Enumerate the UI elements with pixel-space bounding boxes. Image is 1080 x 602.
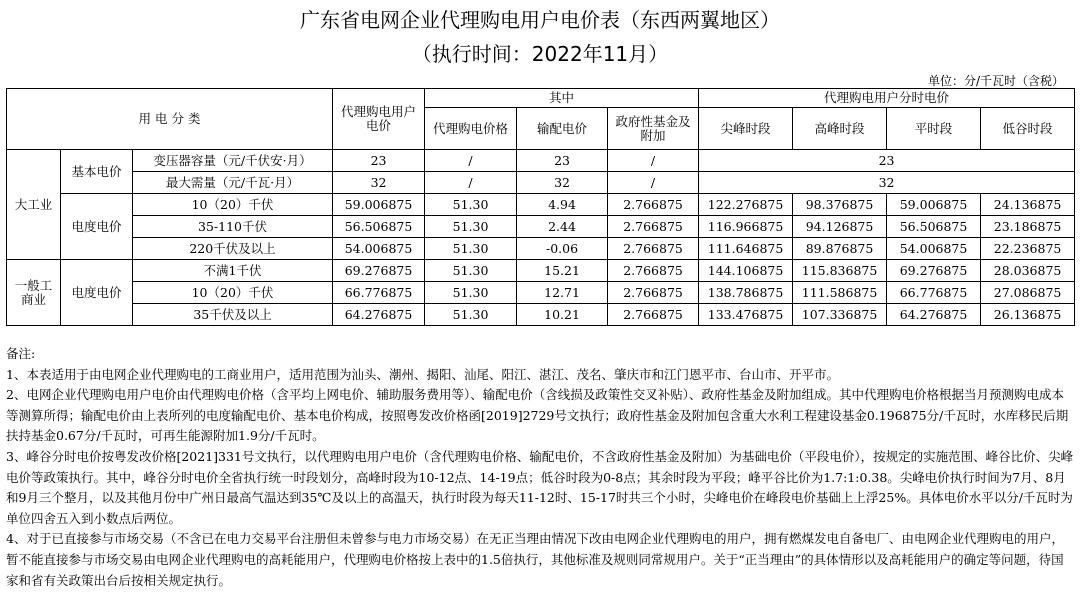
price-table (6, 88, 1075, 326)
cell-transmission-price: 2.44 (517, 216, 608, 238)
cell-agency-price: 59.006875 (333, 194, 425, 216)
cell-transmission-price: 15.21 (517, 260, 608, 282)
cell-flat: 56.506875 (887, 216, 981, 238)
cell-valley: 22.236875 (981, 238, 1075, 260)
header-tou-group: 代理购电用户分时电价 (699, 89, 1075, 108)
row-label: 10（20）千伏 (133, 194, 333, 216)
cell-valley: 28.036875 (981, 260, 1075, 282)
subgroup-basic-price: 基本电价 (61, 150, 133, 194)
cell-transmission-price: 4.94 (517, 194, 608, 216)
cell-flat: 59.006875 (887, 194, 981, 216)
note-item: 1、本表适用于由电网企业代理购电的工商业用户，适用范围为汕头、潮州、揭阳、汕尾、阳江、湛江、茂名、肇庆市和江门恩平市、台山市、开平市。 (6, 366, 839, 382)
cell-transmission-price: 10.21 (517, 304, 608, 326)
row-label: 不满1千伏 (133, 260, 333, 282)
cell-peak: 138.786875 (699, 282, 793, 304)
cell-valley: 26.136875 (981, 304, 1075, 326)
cell-flat: 64.276875 (887, 304, 981, 326)
header-agency-purchase-price: 代理购电价格 (425, 108, 517, 150)
cell-tou-price: 23 (699, 150, 1075, 172)
row-label: 10（20）千伏 (133, 282, 333, 304)
page-title: 广东省电网企业代理购电用户电价表（东西两翼地区） (300, 8, 780, 32)
row-label: 220千伏及以上 (133, 238, 333, 260)
cell-purchase-price: / (425, 150, 517, 172)
cell-agency-price: 23 (333, 150, 425, 172)
group-large-industry: 大工业 (7, 150, 61, 260)
unit-note: 单位：分/千瓦时（含税） (927, 74, 1064, 88)
cell-flat: 69.276875 (887, 260, 981, 282)
cell-gov-fund: 2.766875 (608, 238, 699, 260)
cell-agency-price: 54.006875 (333, 238, 425, 260)
cell-agency-price: 64.276875 (333, 304, 425, 326)
row-label: 35-110千伏 (133, 216, 333, 238)
table-row (7, 260, 1075, 282)
note-item: 4、对于已直接参与市场交易（不含已在电力交易平台注册但未曾参与电力市场交易）在无正当理由情况下改由电网企业代理购电的用户，拥有燃煤发电自备电厂、由电网企业代理购电的用户，暂不能直接参与市场交易由电网企业代理购电的高耗能用户，代理购电价格按上表中的1.5倍执行，其他标准及规则同常规用户。关于“正当理由”的具体情形以及高耗能用户的确定等问题，待国家和省有关政策出台后按相关规定执行。 (6, 531, 1064, 588)
cell-transmission-price: -0.06 (517, 238, 608, 260)
cell-gov-fund: / (608, 150, 699, 172)
cell-agency-price: 69.276875 (333, 260, 425, 282)
table-row (7, 282, 1075, 304)
cell-valley: 27.086875 (981, 282, 1075, 304)
table-row (7, 216, 1075, 238)
cell-gov-fund: 2.766875 (608, 304, 699, 326)
note-item: 3、峰谷分时电价按粤发改价格[2021]331号文执行，以代理购电用户电价（含代理购电价格、输配电价，不含政府性基金及附加）为基础电价（平段电价），按规定的实施范围、峰谷比价、尖峰电价等政策执行。其中，峰谷分时电价全省执行统一时段划分，高峰时段为10-12点、14-19点；低谷时段为0-8点；其余时段为平段；峰平谷比价为1.7:1:0.38。尖峰电价执行时间为7月、8月和9月三个整月，以及其他月份中广州日最高气温达到35℃及以上的高温天，执行时段为每天11-12时、15-17时共三个小时，尖峰电价在峰段电价基础上上浮25%。具体电价水平以分/千瓦时为单位四舍五入到小数点后两位。 (6, 448, 1074, 526)
page-subtitle: （执行时间：2022年11月） (411, 42, 669, 66)
header-of-which: 其中 (425, 89, 699, 108)
cell-peak: 111.646875 (699, 238, 793, 260)
cell-tou-price: 32 (699, 172, 1075, 194)
header-high: 高峰时段 (793, 108, 887, 150)
cell-agency-price: 66.776875 (333, 282, 425, 304)
subgroup-energy-price: 电度电价 (61, 194, 133, 260)
cell-purchase-price: 51.30 (425, 260, 517, 282)
cell-purchase-price: 51.30 (425, 238, 517, 260)
notes-heading: 备注: (6, 346, 36, 361)
cell-valley: 23.186875 (981, 216, 1075, 238)
cell-gov-fund: 2.766875 (608, 260, 699, 282)
cell-gov-fund: 2.766875 (608, 194, 699, 216)
note-item: 2、电网企业代理购电用户电价由代理购电价格（含平均上网电价、辅助服务费用等）、输配电价（含线损及政策性交叉补贴）、政府性基金及附加组成。其中代理购电价格根据当月预测购电成本等测算所得；输配电价由上表所列的电度输配电价、基本电价构成，按照粤发改价格函[2019]2729号文执行；政府性基金及附加包含重大水利工程建设基金0.196875分/千瓦时，水库移民后期扶持基金0.67分/千瓦时，可再生能源附加1.9分/千瓦时。 (6, 387, 1069, 444)
notes-section (6, 344, 1074, 591)
cell-agency-price: 56.506875 (333, 216, 425, 238)
cell-peak: 122.276875 (699, 194, 793, 216)
cell-transmission-price: 12.71 (517, 282, 608, 304)
header-category: 用 电 分 类 (7, 89, 333, 150)
header-peak: 尖峰时段 (699, 108, 793, 150)
group-general-commercial: 一般工商业 (7, 260, 61, 326)
cell-purchase-price: 51.30 (425, 194, 517, 216)
cell-high: 107.336875 (793, 304, 887, 326)
cell-peak: 133.476875 (699, 304, 793, 326)
table-row (7, 238, 1075, 260)
cell-high: 115.836875 (793, 260, 887, 282)
table-row (7, 194, 1075, 216)
cell-purchase-price: 51.30 (425, 216, 517, 238)
cell-peak: 116.966875 (699, 216, 793, 238)
cell-flat: 54.006875 (887, 238, 981, 260)
cell-high: 89.876875 (793, 238, 887, 260)
cell-transmission-price: 23 (517, 150, 608, 172)
cell-purchase-price: / (425, 172, 517, 194)
header-flat: 平时段 (887, 108, 981, 150)
row-label: 变压器容量（元/千伏安·月） (133, 150, 333, 172)
cell-valley: 24.136875 (981, 194, 1075, 216)
row-label: 最大需量（元/千瓦·月） (133, 172, 333, 194)
table-row (7, 304, 1075, 326)
cell-transmission-price: 32 (517, 172, 608, 194)
row-label: 35千伏及以上 (133, 304, 333, 326)
header-agency-price: 代理购电用户电价 (333, 89, 425, 150)
cell-gov-fund: 2.766875 (608, 282, 699, 304)
header-valley: 低谷时段 (981, 108, 1075, 150)
cell-peak: 144.106875 (699, 260, 793, 282)
cell-gov-fund: / (608, 172, 699, 194)
subgroup-energy-price: 电度电价 (61, 260, 133, 326)
cell-high: 111.586875 (793, 282, 887, 304)
cell-high: 94.126875 (793, 216, 887, 238)
table-row (7, 172, 1075, 194)
cell-purchase-price: 51.30 (425, 304, 517, 326)
cell-purchase-price: 51.30 (425, 282, 517, 304)
header-transmission-price: 输配电价 (517, 108, 608, 150)
cell-gov-fund: 2.766875 (608, 216, 699, 238)
header-gov-fund: 政府性基金及附加 (608, 108, 699, 150)
table-row (7, 150, 1075, 172)
cell-high: 98.376875 (793, 194, 887, 216)
cell-agency-price: 32 (333, 172, 425, 194)
cell-flat: 66.776875 (887, 282, 981, 304)
